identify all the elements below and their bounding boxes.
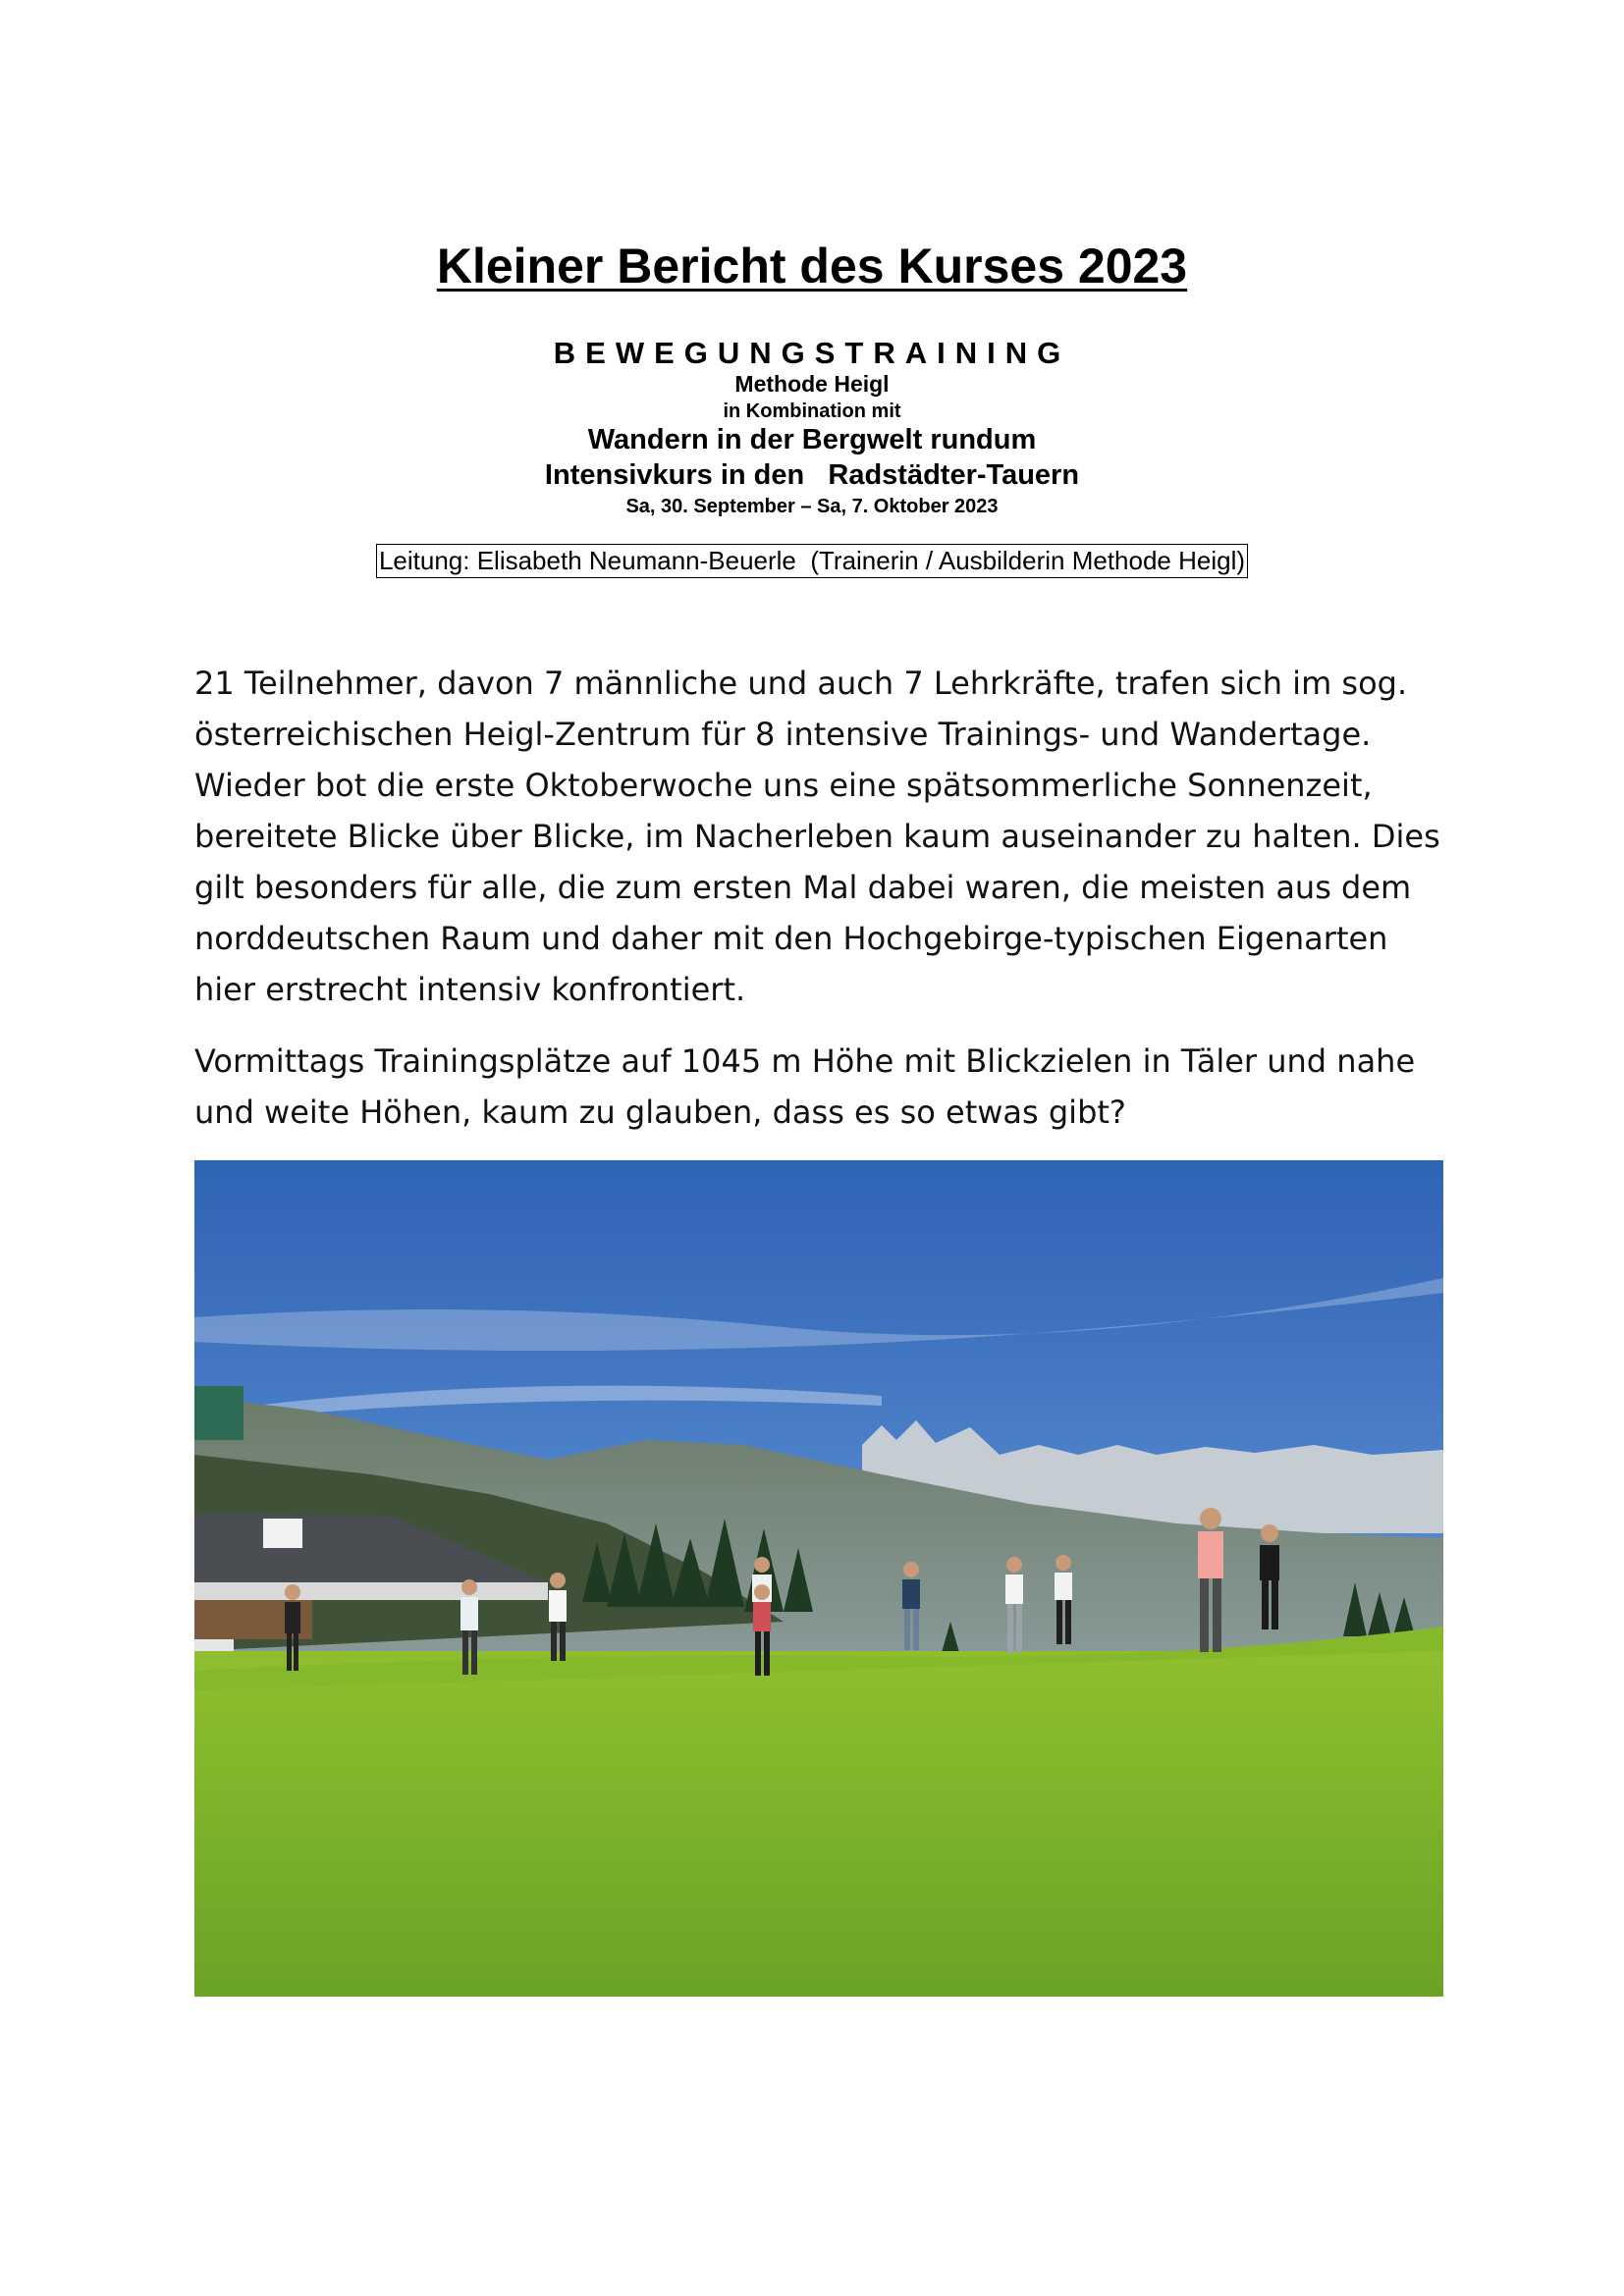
hiking-line: Wandern in der Bergwelt rundum xyxy=(587,424,1037,455)
paragraph-text: 21 Teilnehmer, davon 7 männliche und auch 7 Lehrkräfte, trafen sich im sog. österreichischen Heigl-Zentrum für 8 intensive Trainings- und Wandertage. Wieder bot die erste Oktoberwoche uns eine spätsommerliche Sonnenzeit, bereitete Blicke über Blicke, im Nacherleben kaum auseinander zu halten. Dies gilt besonders für alle, die zum ersten Mal dabei waren, die meisten aus dem norddeutschen Raum und daher mit den Hochgebirge-typischen Eigenarten hier erstrecht intensiv konfrontiert. xyxy=(194,665,1440,1008)
leadership-box-wrap xyxy=(0,544,1624,578)
paragraph-text: Vormittags Trainingsplätze auf 1045 m Höhe mit Blickzielen in Täler und nahe und weite Höhen, kaum zu glauben, dass es so etwas gibt? xyxy=(194,1042,1416,1131)
method-name: Methode Heigl xyxy=(734,371,890,397)
leadership-box: Leitung: Elisabeth Neumann-Beuerle (Trainerin / Ausbilderin Methode Heigl) xyxy=(376,544,1248,578)
meadow xyxy=(194,1651,1443,1997)
photo-illustration xyxy=(194,1160,1443,1997)
course-line: Intensivkurs in den Radstädter-Tauern xyxy=(544,459,1080,491)
course-dates: Sa, 30. September – Sa, 7. Oktober 2023 xyxy=(625,496,999,517)
paragraph-2 xyxy=(194,1036,1451,1138)
combination-note: in Kombination mit xyxy=(723,400,901,422)
report-title: Kleiner Bericht des Kurses 2023 xyxy=(436,239,1188,294)
paragraph-1 xyxy=(194,658,1451,1015)
program-name: BEWEGUNGSTRAINING xyxy=(553,336,1071,370)
meadow-training-photo xyxy=(194,1160,1443,1997)
